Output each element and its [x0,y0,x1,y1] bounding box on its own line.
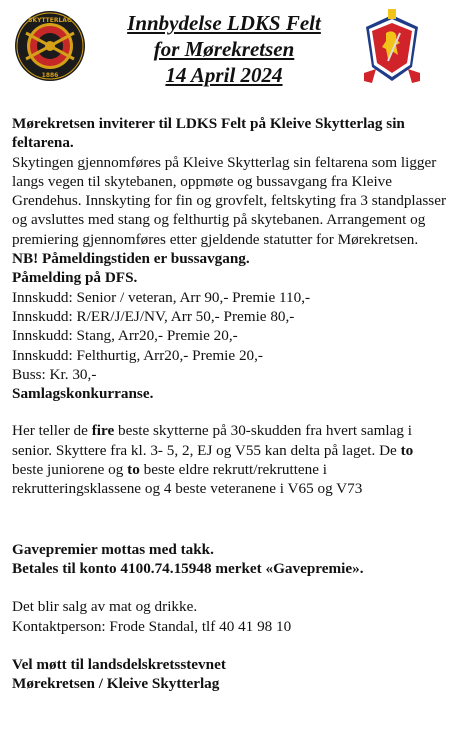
fee-senior: Innskudd: Senior / veteran, Arr 90,- Premie 110,- [12,288,311,306]
fee-stang: Innskudd: Stang, Arr20,- Premie 20,- [12,327,238,345]
logo-top-text: SKYTTERLAG [28,17,72,24]
contact-person: Kontaktperson: Frode Standal, tlf 40 41 98 10 [12,617,292,635]
lion-crest-icon [362,9,422,87]
food-sales-text: Det blir salg av mat og drikke. [12,598,198,616]
emphasis-to-2: to [127,461,140,479]
emphasis-fire: fire [91,422,115,440]
page-title [100,10,348,88]
closing-line-1: Vel møtt til landsdelskretsstevnet [12,655,226,673]
shooting-club-logo-icon [14,10,86,82]
gift-prizes-text: Gavepremier mottas med takk. [12,540,214,558]
logo-year-text: 1886 [41,72,59,79]
intro-heading: Mørekretsen inviterer til LDKS Felt på Kleive Skytterlag sin feltarena. [12,115,405,152]
intro-text: Skytingen gjennomføres på Kleive Skytterlag sin feltarena som ligger langs vegen til skytebanen, oppmøte og bussavgang fra Kleive Grendehus. Innskyting for fin og grovfelt, feltskyting fra 3 standplasser og avsluttes med stang og felthurtig på skytebanen. Arrangement og premiering gjennomføres etter gjeldende statutter for Mørekretsen. [12,153,447,248]
title-line-2: for Mørekretsen [153,37,295,61]
payment-account-text: Betales til konto 4100.74.15948 merket «Gavepremie». [12,559,364,577]
title-line-1: Innbydelse LDKS Felt [127,11,321,35]
bus-fee: Buss: Kr. 30,- [12,365,97,383]
team-competition-heading: Samlagskonkurranse. [12,385,154,403]
invitation-body [12,114,448,693]
emphasis-to-1: to [400,441,414,459]
fee-junior: Innskudd: R/ER/J/EJ/NV, Arr 50,- Premie 80,- [12,307,295,325]
fee-felthurtig: Innskudd: Felthurtig, Arr20,- Premie 20,- [12,346,263,364]
header [0,0,455,100]
closing-line-2: Mørekretsen / Kleive Skytterlag [12,675,220,693]
team-competition-rules: Her teller de fire beste skytterne på 30-skudden fra hvert samlag i senior. Skyttere fra kl. 3- 5, 2, EJ og V55 kan delta på laget. De to beste juniorene og to beste eldre rekrutt/rekruttene i rekrutteringsklassene og 4 beste veteranene i V65 og V73 [12,422,414,498]
registration-info: Påmelding på DFS. [12,269,138,287]
title-line-3: 14 April 2024 [165,63,283,87]
registration-deadline-notice: NB! Påmeldingstiden er bussavgang. [12,250,250,268]
